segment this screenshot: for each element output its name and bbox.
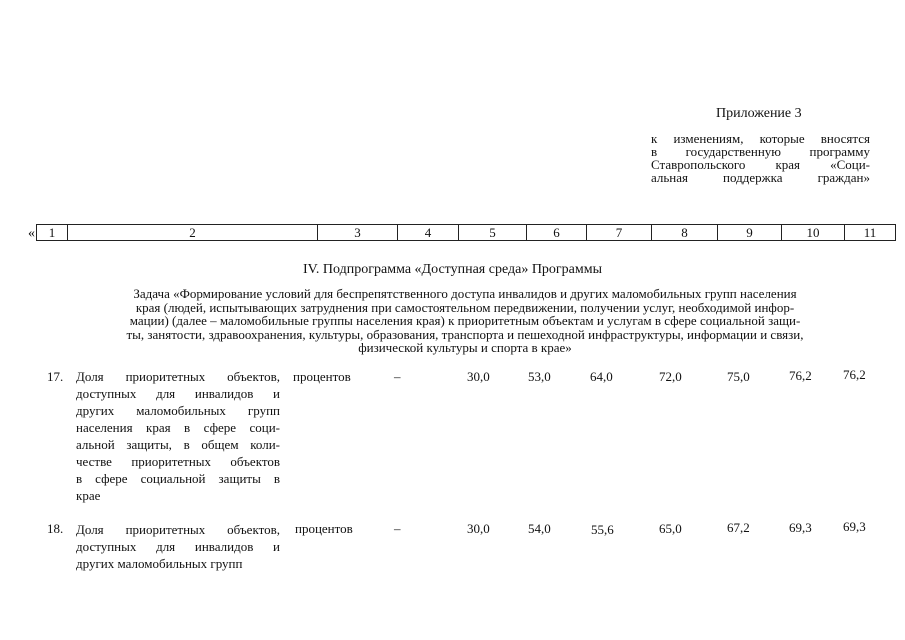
unit-cell: процентов [295, 521, 353, 536]
value-cell: 72,0 [659, 369, 682, 384]
row-number: 18. [47, 521, 64, 536]
appendix-note-line: в государственную программу [651, 144, 870, 159]
indicator-line: в сфере социальной защиты в [76, 471, 280, 486]
value-cell: 69,3 [843, 519, 866, 534]
column-number-header [36, 224, 896, 241]
task-description [70, 287, 860, 355]
value-cell: 76,2 [789, 368, 812, 383]
task-line: мации) (далее – маломобильные группы населения края) к приоритетным объектам и услугам в сфере социальной защи- [129, 313, 801, 328]
column-number: 3 [318, 225, 398, 241]
indicator-line: Доля приоритетных объектов, [76, 369, 280, 384]
indicator-line: доступных для инвалидов и [76, 386, 280, 401]
column-number: 4 [398, 225, 459, 241]
base-value-cell: – [394, 369, 401, 384]
column-number: 1 [37, 225, 68, 241]
value-cell: 65,0 [659, 521, 682, 536]
column-number: 9 [718, 225, 782, 241]
base-value-cell: – [394, 521, 401, 536]
indicator-name [76, 521, 280, 572]
indicator-line: населения края в сфере соци- [76, 420, 280, 435]
column-number: 10 [782, 225, 845, 241]
column-number: 6 [527, 225, 587, 241]
value-cell: 76,2 [843, 367, 866, 382]
opening-quote: « [28, 226, 35, 241]
appendix-note-line: к изменениям, которые вносятся [651, 131, 870, 146]
appendix-note [651, 132, 870, 184]
indicator-line: доступных для инвалидов и [76, 539, 280, 554]
task-line: физической культуры и спорта в крае» [358, 340, 572, 355]
value-cell: 30,0 [467, 369, 490, 384]
unit-cell: процентов [293, 369, 351, 384]
appendix-note-line: Ставропольского края «Соци- [651, 157, 870, 172]
indicator-line: альной защиты, в общем коли- [76, 437, 280, 452]
column-number: 7 [587, 225, 652, 241]
indicator-name [76, 368, 280, 504]
value-cell: 55,6 [591, 522, 614, 537]
column-number: 2 [68, 225, 318, 241]
task-line: Задача «Формирование условий для беспрепятственного доступа инвалидов и других маломобильных групп населения [133, 286, 797, 301]
value-cell: 30,0 [467, 521, 490, 536]
value-cell: 53,0 [528, 369, 551, 384]
task-line: ты, занятости, здравоохранения, культуры, образования, транспорта и пешеходной инфраструктуры, информации и связи, [126, 326, 804, 342]
appendix-note-line: альная поддержка граждан» [651, 170, 870, 185]
indicator-line: других маломобильных групп [76, 403, 280, 418]
value-cell: 69,3 [789, 520, 812, 535]
task-line: края (людей, испытывающих затруднения при самостоятельном передвижении, получении услуг, необходимой инфор- [135, 299, 795, 315]
section-title: IV. Подпрограмма «Доступная среда» Программы [302, 262, 603, 277]
value-cell: 67,2 [727, 520, 750, 535]
value-cell: 64,0 [590, 369, 613, 384]
indicator-line: крае [76, 488, 101, 503]
column-number: 5 [459, 225, 527, 241]
row-number: 17. [47, 369, 64, 384]
indicator-line: Доля приоритетных объектов, [76, 522, 280, 537]
appendix-title: Приложение 3 [716, 106, 802, 121]
column-number: 8 [652, 225, 718, 241]
indicator-line: честве приоритетных объектов [76, 454, 280, 469]
value-cell: 75,0 [727, 369, 750, 384]
column-number: 11 [845, 225, 896, 241]
value-cell: 54,0 [528, 521, 551, 536]
indicator-line: других маломобильных групп [76, 556, 243, 571]
